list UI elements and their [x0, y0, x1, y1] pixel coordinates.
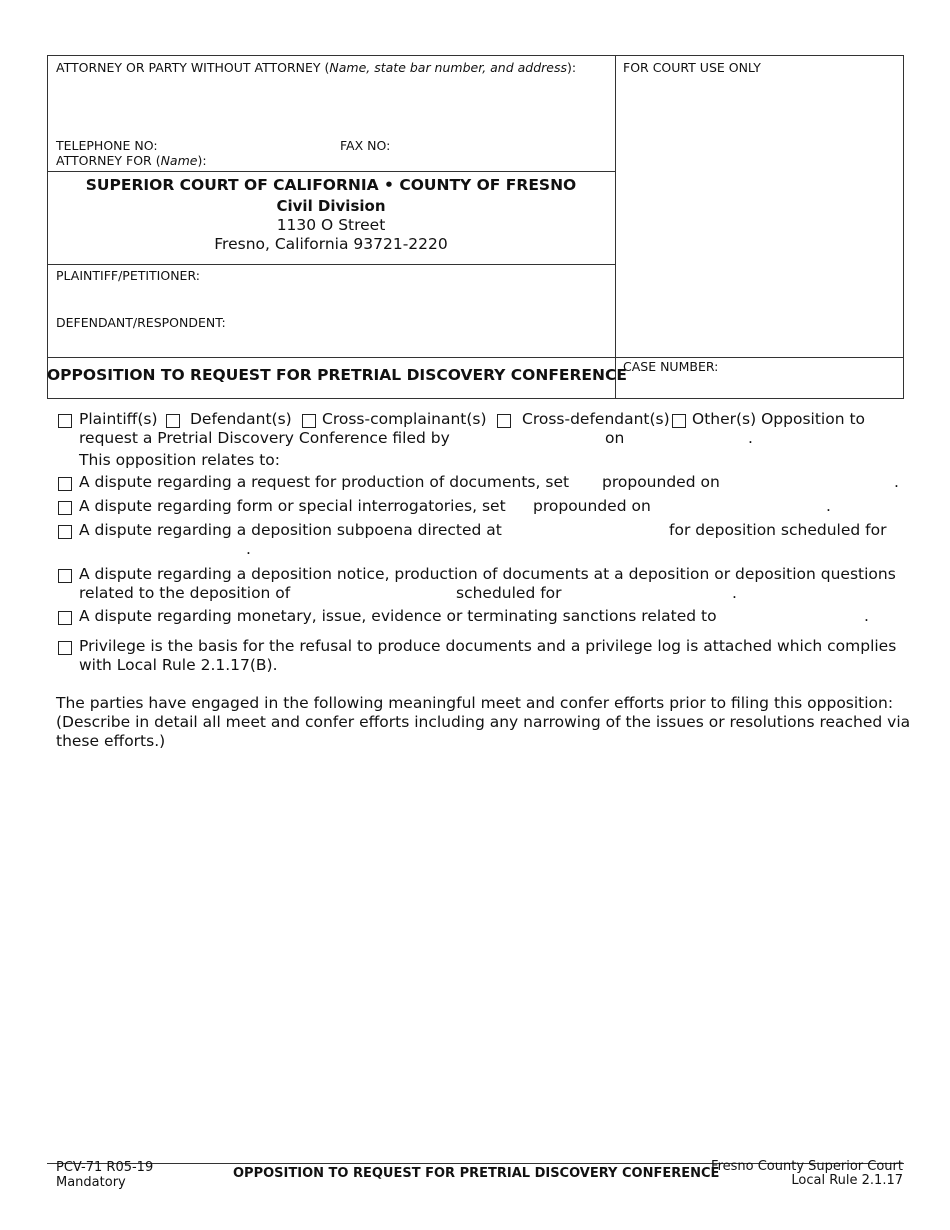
production-period: . — [894, 473, 899, 491]
interrogatories-period: . — [826, 497, 831, 515]
filed-by-text: request a Pretrial Discovery Conference filed by — [79, 429, 450, 447]
plaintiff-checkbox[interactable] — [58, 414, 72, 428]
defendant-label: DEFENDANT/RESPONDENT: — [56, 315, 226, 330]
telephone-label: TELEPHONE NO: — [56, 138, 158, 153]
footer-form-number: PCV-71 R05-19 — [56, 1160, 154, 1175]
subpoena-dispute-text: A dispute regarding a deposition subpoena directed at — [79, 521, 502, 539]
case-number-label: CASE NUMBER: — [623, 359, 719, 374]
cross-defendant-option-label: Cross-defendant(s) — [522, 410, 670, 428]
meet-confer-line1: The parties have engaged in the following meaningful meet and confer efforts prior to filing this opposition: — [56, 694, 894, 712]
deposition-period: . — [732, 584, 737, 602]
interrogatories-propounded-label: propounded on — [533, 497, 651, 515]
attorney-label: ATTORNEY OR PARTY WITHOUT ATTORNEY (Name, state bar number, and address): — [56, 60, 577, 75]
footer-court: Fresno County Superior Court — [711, 1159, 903, 1174]
court-use-divider — [615, 55, 616, 399]
cross-complainant-checkbox[interactable] — [302, 414, 316, 428]
privilege-checkbox[interactable] — [58, 641, 72, 655]
subpoena-dispute-checkbox[interactable] — [58, 525, 72, 539]
filed-on-label: on — [605, 429, 625, 447]
court-parties-divider — [47, 264, 615, 265]
privilege-text-line1: Privilege is the basis for the refusal to produce documents and a privilege log is attached which complies — [79, 637, 897, 655]
sanctions-period: . — [864, 607, 869, 625]
footer-mandatory: Mandatory — [56, 1175, 126, 1190]
relates-to-text: This opposition relates to: — [79, 451, 281, 469]
sanctions-dispute-checkbox[interactable] — [58, 611, 72, 625]
meet-confer-line3: these efforts.) — [56, 732, 166, 750]
subpoena-scheduled-label: for deposition scheduled for — [669, 521, 887, 539]
deposition-of-label: related to the deposition of — [79, 584, 291, 602]
interrogatories-dispute-text: A dispute regarding form or special interrogatories, set — [79, 497, 506, 515]
subpoena-period: . — [246, 540, 251, 558]
defendant-option-label: Defendant(s) — [190, 410, 292, 428]
court-street: 1130 O Street — [276, 216, 386, 234]
deposition-notice-checkbox[interactable] — [58, 569, 72, 583]
meet-confer-line2: (Describe in detail all meet and confer efforts including any narrowing of the issues or resolutions reached via — [56, 713, 911, 731]
others-checkbox[interactable] — [672, 414, 686, 428]
others-option-label: Other(s) Opposition to — [692, 410, 866, 428]
defendant-checkbox[interactable] — [166, 414, 180, 428]
footer-rule-number: Local Rule 2.1.17 — [791, 1173, 903, 1188]
cross-complainant-option-label: Cross-complainant(s) — [322, 410, 487, 428]
sanctions-dispute-text: A dispute regarding monetary, issue, evidence or terminating sanctions related to — [79, 607, 717, 625]
court-use-label: FOR COURT USE ONLY — [623, 60, 761, 75]
filed-period: . — [748, 429, 753, 447]
deposition-notice-text: A dispute regarding a deposition notice, production of documents at a deposition or deposition questions — [79, 565, 896, 583]
production-propounded-label: propounded on — [602, 473, 720, 491]
court-division: Civil Division — [276, 197, 386, 215]
privilege-text-line2: with Local Rule 2.1.17(B). — [79, 656, 278, 674]
production-dispute-text: A dispute regarding a request for production of documents, set — [79, 473, 570, 491]
interrogatories-dispute-checkbox[interactable] — [58, 501, 72, 515]
footer-title: OPPOSITION TO REQUEST FOR PRETRIAL DISCOVERY CONFERENCE — [233, 1166, 720, 1181]
attorney-for-label: ATTORNEY FOR (Name): — [56, 153, 207, 168]
cross-defendant-checkbox[interactable] — [497, 414, 511, 428]
plaintiff-label: PLAINTIFF/PETITIONER: — [56, 268, 200, 283]
court-name: SUPERIOR COURT OF CALIFORNIA • COUNTY OF FRESNO — [85, 176, 577, 194]
form-title: OPPOSITION TO REQUEST FOR PRETRIAL DISCOVERY CONFERENCE — [47, 366, 627, 384]
plaintiff-option-label: Plaintiff(s) — [79, 410, 158, 428]
production-dispute-checkbox[interactable] — [58, 477, 72, 491]
court-city: Fresno, California 93721-2220 — [214, 235, 448, 253]
attorney-court-divider — [47, 171, 615, 172]
title-divider — [47, 357, 904, 358]
fax-label: FAX NO: — [340, 138, 391, 153]
deposition-scheduled-label: scheduled for — [456, 584, 562, 602]
